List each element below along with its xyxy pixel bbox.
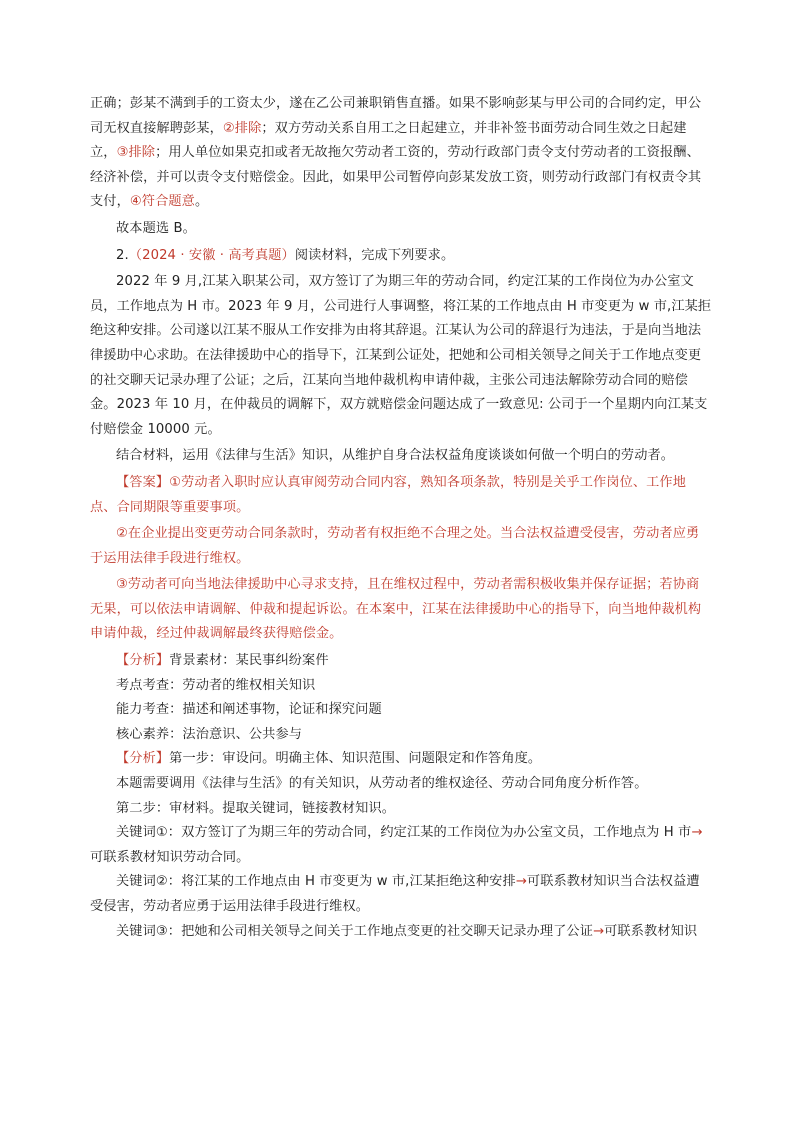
analysis-topic: 考点考查：劳动者的维权相关知识 xyxy=(116,677,316,693)
keyword-text: 关键词①：双方签订了为期三年的劳动合同，约定江某的工作岗位为办公室文员，工作地点为 H 市 xyxy=(116,825,692,841)
answer-text: ①劳动者入职时应认真审阅劳动合同内容，熟知各项条款，特别是关乎工作岗位、工作地点、合同期限等重要事项。 xyxy=(90,474,686,515)
text-run: ；双方劳动关系自用工之日起建立，并非补签书面劳动合同生效之日起建立， xyxy=(90,120,687,161)
option-4-mark: ④符合题意 xyxy=(129,194,195,210)
analysis-label: 【分析】 xyxy=(116,751,170,767)
analysis-step2: 第二步：审材料。提取关键词，链接教材知识。 xyxy=(116,800,396,816)
text-run: 正确；彭某不满到手的工资太少，遂在乙公司兼职销售直播。如果不影响彭某与甲公司的合同约定，甲公司无权直接解聘彭某， xyxy=(90,96,702,136)
q1-analysis-tail xyxy=(90,92,712,215)
keyword-3 xyxy=(90,920,712,945)
analysis-ability: 能力考查：描述和阐述事物，论证和探究问题 xyxy=(116,702,382,718)
analysis-text: 第一步：审设问。明确主体、知识范围、问题限定和作答角度。 xyxy=(169,751,542,767)
analysis-background xyxy=(90,649,712,674)
q2-material: 2022 年 9 月,江某入职某公司，双方签订了为期三年的劳动合同，约定江某的工作岗位为办公室文员，工作地点为 H 市。2023 年 9 月，公司进行人事调整，将江某的工作地点由 H 市变更为 w 市,江某拒绝这种安排。公司遂以江某不服从工作安排为由将其辞退。江某认为公司的辞退行为违法，于是向当地法律援助中心求助。在法律援助中心的指导下，江某到公证处，把她和公司相关领导之间关于工作地点变更的社交聊天记录办理了公证；之后，江某向当地仲裁机构申请仲裁，主张公司违法解除劳动合同的赔偿金。2023 年 10 月，在仲裁员的调解下，双方就赔偿金问题达成了一致意见: 公司于一个星期内向江某支付赔偿金 10000 元。 xyxy=(90,274,712,437)
keyword-1 xyxy=(90,821,712,870)
keyword-link: 可联系教材知识当合法权益遭受侵害，劳动者应勇于运用法律手段进行维权。 xyxy=(90,874,700,914)
text-run: 。 xyxy=(194,194,209,210)
question-source: （2024 · 安徽 · 高考真题） xyxy=(128,247,295,263)
analysis-label: 【分析】 xyxy=(116,653,170,669)
analysis-literacy: 核心素养：法治意识、公共参与 xyxy=(116,726,303,742)
keyword-link: 可联系教材知识 xyxy=(604,923,698,939)
analysis-text: 背景素材：某民事纠纷案件 xyxy=(169,653,329,669)
document-body xyxy=(90,92,712,944)
question-number: 2. xyxy=(116,247,129,263)
answer-3: ③劳动者可向当地法律援助中心寻求支持，且在维权过程中，劳动者需积极收集并保存证据；若协商无果，可以依法申请调解、仲裁和提起诉讼。在本案中，江某在法律援助中心的指导下，向当地仲裁机构申请仲裁，经过仲裁调解最终获得赔偿金。 xyxy=(90,577,702,642)
analysis-step1-detail: 本题需要调用《法律与生活》的有关知识，从劳动者的维权途径、劳动合同角度分析作答。 xyxy=(116,776,648,792)
keyword-2 xyxy=(90,870,712,919)
q1-conclusion: 故本题选 B。 xyxy=(116,220,196,236)
arrow-icon: → xyxy=(592,923,605,939)
keyword-text: 关键词③：把她和公司相关领导之间关于工作地点变更的社交聊天记录办理了公证 xyxy=(116,923,593,939)
answer-1 xyxy=(90,471,712,520)
analysis-step1 xyxy=(90,747,712,772)
answer-label: 【答案】 xyxy=(116,474,170,490)
text-run: ；用人单位如果克扣或者无故拖欠劳动者工资的，劳动行政部门责令支付劳动者的工资报酬、经济补偿，并可以责令支付赔偿金。因此，如果甲公司暂停向彭某发放工资，则劳动行政部门有权责令其支付， xyxy=(90,145,702,210)
question-prompt: 阅读材料，完成下列要求。 xyxy=(294,247,455,263)
q2-requirement: 结合材料，运用《法律与生活》知识，从维护自身合法权益角度谈谈如何做一个明白的劳动者。 xyxy=(116,448,675,464)
keyword-text: 关键词②：将江某的工作地点由 H 市变更为 w 市,江某拒绝这种安排 xyxy=(116,874,516,890)
option-3-mark: ③排除 xyxy=(116,145,156,161)
answer-2: ②在企业提出变更劳动合同条款时，劳动者有权拒绝不合理之处。当合法权益遭受侵害，劳动者应勇于运用法律手段进行维权。 xyxy=(90,526,700,566)
q2-heading xyxy=(90,244,712,269)
keyword-link: 可联系教材知识劳动合同。 xyxy=(90,849,250,865)
option-2-mark: ②排除 xyxy=(222,120,262,136)
arrow-icon: → xyxy=(691,825,703,841)
arrow-icon: → xyxy=(515,874,527,890)
